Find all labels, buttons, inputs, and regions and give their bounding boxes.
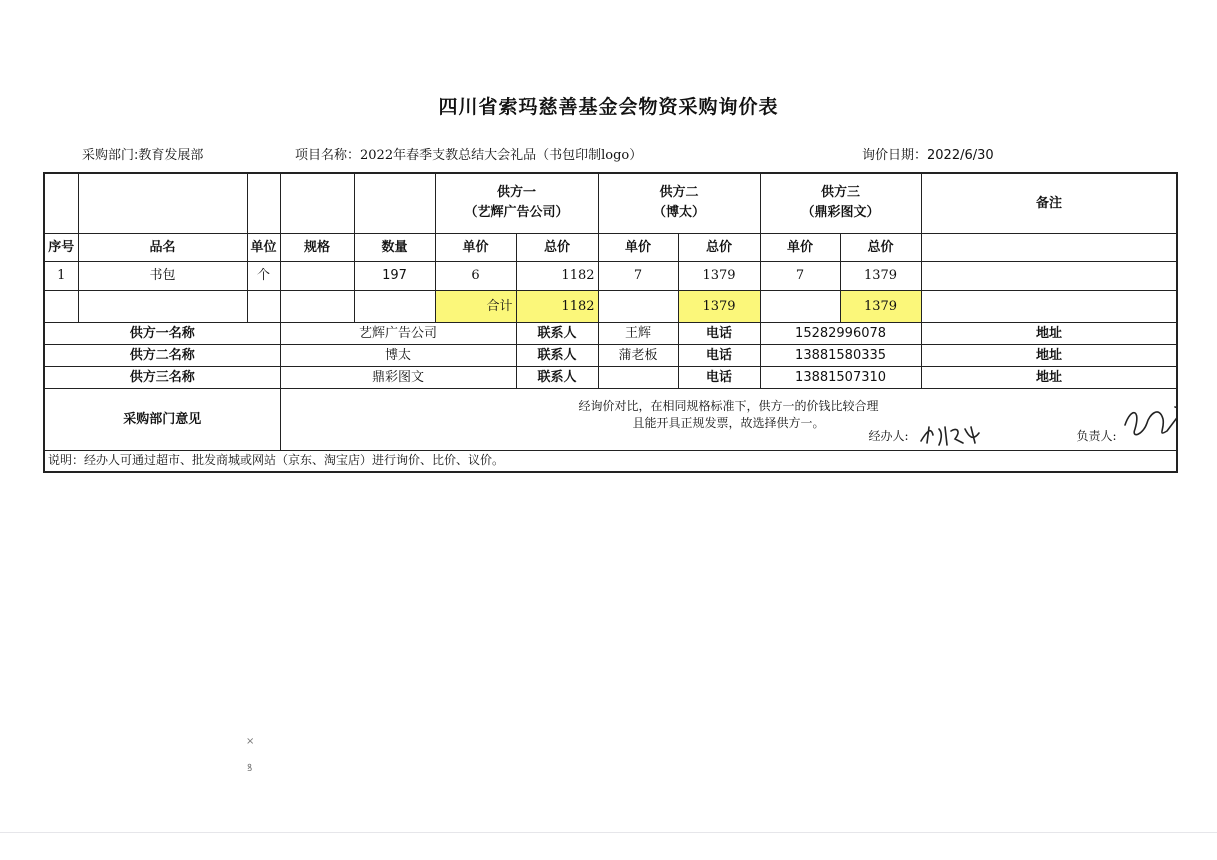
totals-s1: 1182: [516, 290, 598, 322]
supplier-3-addr-label: 地址: [921, 366, 1177, 388]
project-name: 项目名称：2022年春季支教总结大会礼品（书包印制logo）: [295, 148, 643, 163]
row-s2-unit: 7: [598, 261, 678, 290]
supplier-2-header: 供方二 （博太）: [598, 173, 760, 233]
opinion-label: 采购部门意见: [44, 388, 280, 450]
totals-label: 合计: [435, 290, 516, 322]
supplier-1-contact: 王辉: [598, 322, 678, 344]
remarks-header: 备注: [921, 173, 1177, 233]
row-unit: 个: [247, 261, 280, 290]
scan-artifact-icon: ×: [246, 736, 255, 747]
row-s1-unit: 6: [435, 261, 516, 290]
supplier-header-row: [44, 173, 1177, 233]
supplier-2-phone: 13881580335: [760, 344, 921, 366]
supplier-1-name: 艺辉广告公司: [280, 322, 516, 344]
col-qty: 数量: [354, 233, 435, 261]
supplier-2-name: 博太: [280, 344, 516, 366]
supplier-3-phone: 13881507310: [760, 366, 921, 388]
col-item: 品名: [78, 233, 247, 261]
supplier-info-row: [44, 344, 1177, 366]
col-s1-unit-price: 单价: [435, 233, 516, 261]
opinion-line-2: 且能开具正规发票，故选择供方一。: [632, 415, 825, 430]
supplier-3-phone-label: 电话: [678, 366, 760, 388]
supplier-info-row: [44, 322, 1177, 344]
inquiry-table: [43, 172, 1178, 473]
supplier-3-name: 鼎彩图文: [280, 366, 516, 388]
totals-s2: 1379: [678, 290, 760, 322]
supplier-1-phone: 15282996078: [760, 322, 921, 344]
supplier-2-contact-label: 联系人: [516, 344, 598, 366]
supplier-1-phone-label: 电话: [678, 322, 760, 344]
purchase-department: 采购部门:教育发展部: [82, 148, 204, 163]
supplier-3-contact-label: 联系人: [516, 366, 598, 388]
row-item: 书包: [78, 261, 247, 290]
supplier-3-header: 供方三 （鼎彩图文）: [760, 173, 921, 233]
opinion-row: [44, 388, 1177, 450]
supplier-1-label: 供方一名称: [44, 322, 280, 344]
supplier-2-label: 供方二名称: [44, 344, 280, 366]
col-s2-unit-price: 单价: [598, 233, 678, 261]
supplier-2-addr-label: 地址: [921, 344, 1177, 366]
row-spec: [280, 261, 354, 290]
inquiry-date: 询价日期：2022/6/30: [862, 148, 994, 163]
supplier-2-contact: 蒲老板: [598, 344, 678, 366]
note-row: [44, 450, 1177, 472]
totals-row: [44, 290, 1177, 322]
col-s3-total-price: 总价: [840, 233, 921, 261]
responsible-signature: [1119, 388, 1178, 450]
col-unit: 单位: [247, 233, 280, 261]
row-s3-unit: 7: [760, 261, 840, 290]
form-title: 四川省索玛慈善基金会物资采购询价表: [438, 96, 779, 118]
column-header-row: [44, 233, 1177, 261]
opinion-line-1: 经询价对比，在相同规格标准下，供方一的价钱比较合理: [578, 398, 879, 413]
supplier-info-row: [44, 366, 1177, 388]
supplier-3-contact: [598, 366, 678, 388]
col-seq: 序号: [44, 233, 78, 261]
supplier-2-phone-label: 电话: [678, 344, 760, 366]
opinion-content: [280, 388, 1177, 450]
supplier-1-addr-label: 地址: [921, 322, 1177, 344]
col-s2-total-price: 总价: [678, 233, 760, 261]
col-s1-total-price: 总价: [516, 233, 598, 261]
row-qty: 197: [354, 261, 435, 290]
row-s3-total: 1379: [840, 261, 921, 290]
col-s3-unit-price: 单价: [760, 233, 840, 261]
row-s2-total: 1379: [678, 261, 760, 290]
handler-label: 经办人:: [868, 428, 909, 443]
table-row: [44, 261, 1177, 290]
supplier-1-contact-label: 联系人: [516, 322, 598, 344]
handler-signature: [917, 421, 987, 451]
scan-edge-divider: [0, 832, 1217, 833]
col-spec: 规格: [280, 233, 354, 261]
note-text: 说明：经办人可通过超市、批发商城或网站（京东、淘宝店）进行询价、比价、议价。: [44, 450, 1177, 472]
scan-artifact-icon: ꝸ: [247, 763, 253, 774]
row-seq: 1: [44, 261, 78, 290]
row-s1-total: 1182: [516, 261, 598, 290]
supplier-3-label: 供方三名称: [44, 366, 280, 388]
supplier-1-header: 供方一 （艺辉广告公司）: [435, 173, 598, 233]
responsible-label: 负责人:: [1076, 428, 1117, 443]
totals-s3: 1379: [840, 290, 921, 322]
